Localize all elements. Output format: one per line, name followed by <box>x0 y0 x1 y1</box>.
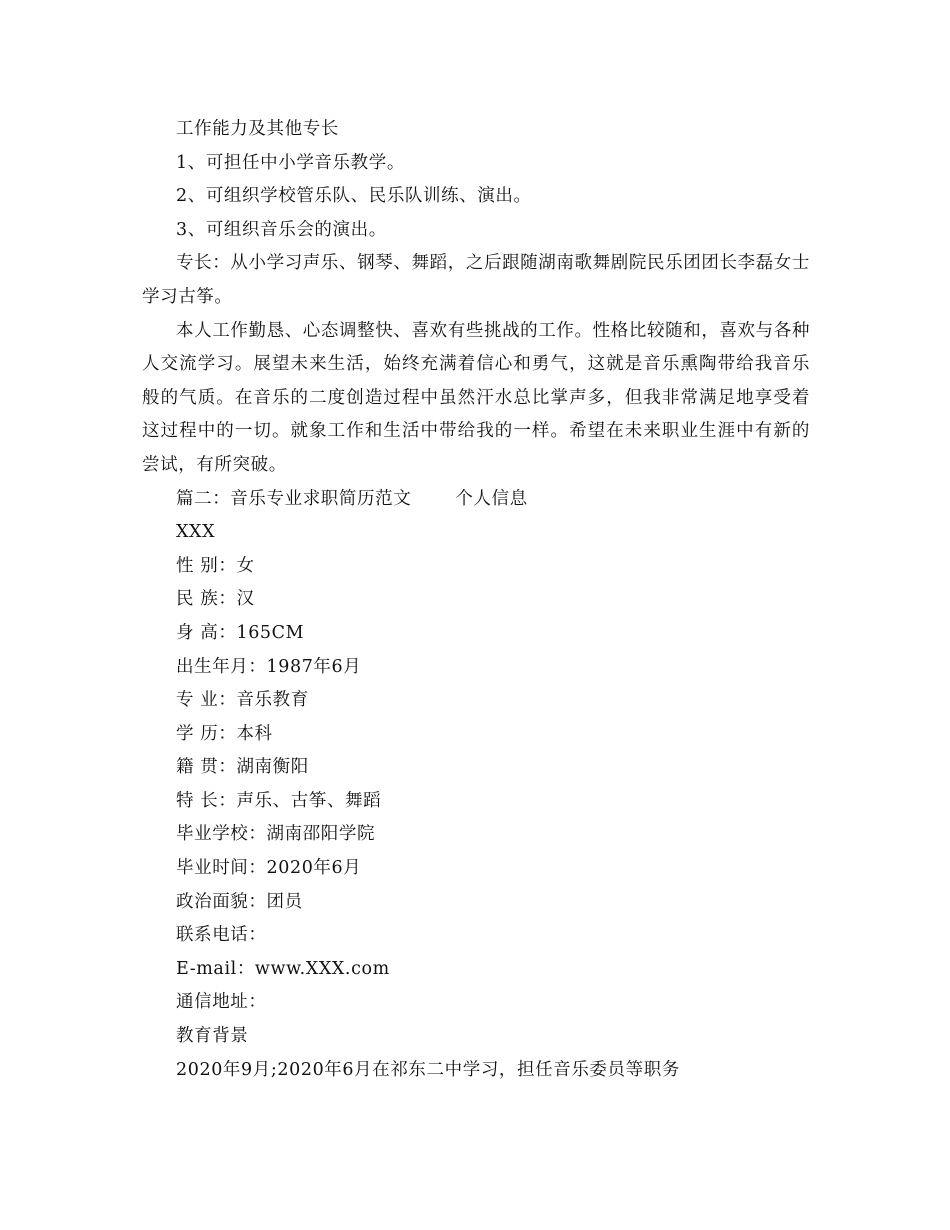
info-line-major: 专 业：音乐教育 <box>176 690 309 711</box>
info-line-political: 政治面貌：团员 <box>176 891 303 912</box>
info-line-degree: 学 历：本科 <box>176 723 273 744</box>
ability-item: 1、可担任中小学音乐教学。 <box>176 152 405 173</box>
section-subtitle: 个人信息 <box>455 488 528 509</box>
self-evaluation-paragraph: 本人工作勤恳、心态调整快、喜欢有些挑战的工作。性格比较随和，喜欢与各种人交流学习。展望未来生活，始终充满着信心和勇气，这就是音乐熏陶带给我音乐般的气质。在音乐的二度创造过程中虽然汗水总比掌声多，但我非常满足地享受着这过程中的一切。就象工作和生活中带给我的一样。希望在未来职业生涯中有新的尝试，有所突破。 <box>142 320 810 475</box>
ability-item: 2、可组织学校管乐队、民乐队训练、演出。 <box>176 186 532 207</box>
info-line-gender: 性 别：女 <box>176 555 255 576</box>
ability-heading: 工作能力及其他专长 <box>176 119 339 139</box>
info-line-ethnicity: 民 族：汉 <box>176 589 255 610</box>
specialty-paragraph: 专长：从小学习声乐、钢琴、舞蹈，之后跟随湖南歌舞剧院民乐团团长李磊女士学习古筝。 <box>142 253 810 307</box>
document-page <box>142 113 810 1087</box>
education-line: 2020年9月;2020年6月在祁东二中学习，担任音乐委员等职务 <box>176 1059 680 1080</box>
info-line-graduation: 毕业时间：2020年6月 <box>176 858 362 879</box>
info-line-birth: 出生年月：1987年6月 <box>176 656 362 677</box>
section-heading <box>142 483 810 517</box>
info-line-address: 通信地址： <box>176 992 267 1013</box>
info-line-height: 身 高：165CM <box>176 622 305 643</box>
info-line-phone: 联系电话： <box>176 925 267 946</box>
info-line-name: XXX <box>176 522 216 543</box>
info-line-email: E-mail：www.XXX.com <box>176 958 390 979</box>
education-heading: 教育背景 <box>176 1026 249 1047</box>
info-line-school: 毕业学校：湖南邵阳学院 <box>176 824 376 845</box>
section-title: 篇二：音乐专业求职简历范文 <box>176 488 412 509</box>
info-line-skills: 特 长：声乐、古筝、舞蹈 <box>176 790 382 811</box>
info-line-hometown: 籍 贯：湖南衡阳 <box>176 757 309 778</box>
ability-item: 3、可组织音乐会的演出。 <box>176 219 387 240</box>
